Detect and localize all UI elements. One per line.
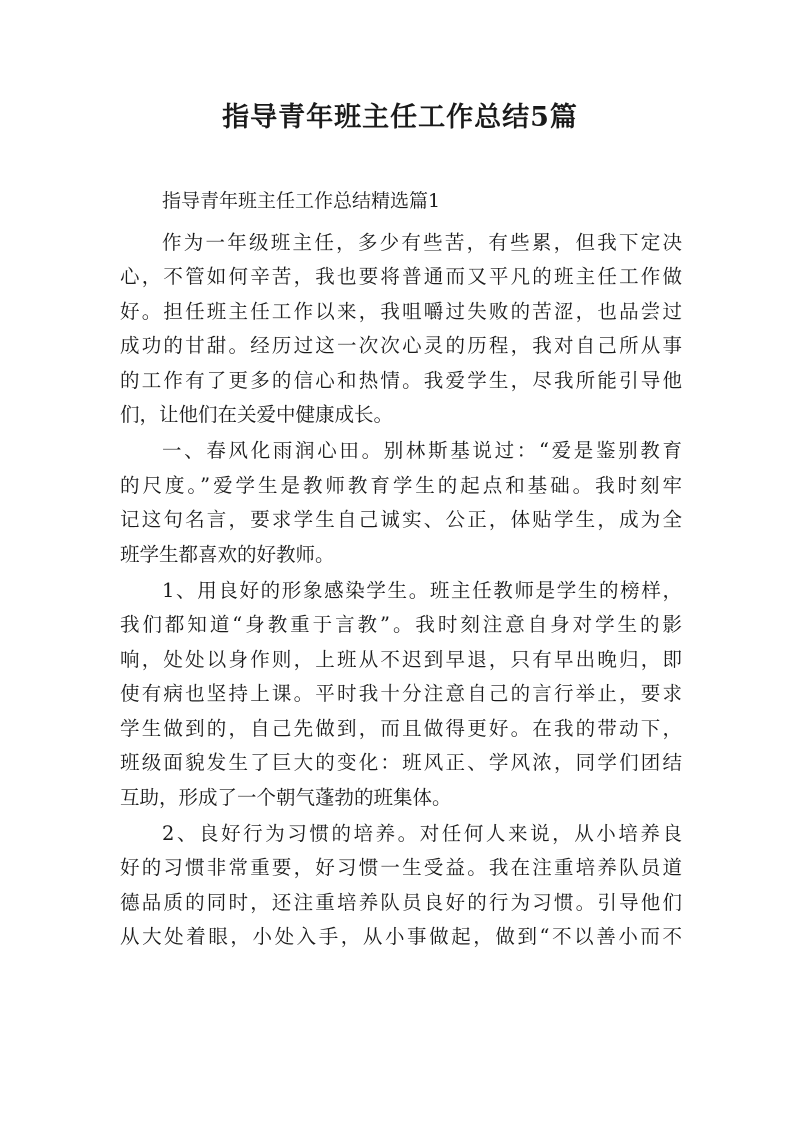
paragraph-line: 响，处处以身作则，上班从不迟到早退，只有早出晚归，即 <box>120 647 682 671</box>
document-body <box>120 226 682 957</box>
section-heading: 指导青年班主任工作总结精选篇1 <box>162 190 441 212</box>
paragraph-line: 班学生都喜欢的好教师。 <box>120 542 335 566</box>
document-title: 指导青年班主任工作总结5篇 <box>222 102 578 133</box>
paragraph-line: 互助，形成了一个朝气蓬勃的班集体。 <box>120 785 452 809</box>
paragraph-line: 成功的甘甜。经历过这一次次心灵的历程，我对自己所从事 <box>120 334 682 358</box>
paragraph-line: 从大处着眼，小处入手，从小事做起，做到“不以善小而不 <box>120 925 682 949</box>
paragraph-4 <box>120 817 682 955</box>
paragraph-line: 班级面貌发生了巨大的变化：班风正、学风浓，同学们团结 <box>120 751 682 775</box>
paragraph-line: 2、良好行为习惯的培养。对任何人来说，从小培养良 <box>162 821 682 845</box>
paragraph-line: 的尺度。”爱学生是教师教育学生的起点和基础。我时刻牢 <box>120 473 682 497</box>
paragraph-line: 德品质的同时，还注重培养队员良好的行为习惯。引导他们 <box>120 890 682 914</box>
paragraph-3 <box>120 574 682 815</box>
paragraph-line: 我们都知道“身教重于言教”。我时刻注意自身对学生的影 <box>120 613 682 637</box>
paragraph-line: 心，不管如何辛苦，我也要将普通而又平凡的班主任工作做 <box>120 265 682 289</box>
paragraph-line: 好。担任班主任工作以来，我咀嚼过失败的苦涩，也品尝过 <box>120 299 682 323</box>
paragraph-line: 记这句名言，要求学生自己诚实、公正，体贴学生，成为全 <box>120 508 682 532</box>
paragraph-line: 一、春风化雨润心田。别林斯基说过：“爱是鉴别教育 <box>162 439 682 463</box>
paragraph-line: 学生做到的，自己先做到，而且做得更好。在我的带动下， <box>120 716 682 740</box>
paragraph-line: 使有病也坚持上课。平时我十分注意自己的言行举止，要求 <box>120 682 682 706</box>
paragraph-line: 作为一年级班主任，多少有些苦，有些累，但我下定决 <box>162 231 682 254</box>
paragraph-line: 1、用良好的形象感染学生。班主任教师是学生的榜样， <box>162 579 682 603</box>
paragraph-line: 好的习惯非常重要，好习惯一生受益。我在注重培养队员道 <box>120 856 682 880</box>
paragraph-line: 的工作有了更多的信心和热情。我爱学生，尽我所能引导他 <box>120 368 682 392</box>
paragraph-1 <box>120 226 682 432</box>
paragraph-2 <box>120 434 682 572</box>
paragraph-line: 们，让他们在关爱中健康成长。 <box>120 403 394 427</box>
